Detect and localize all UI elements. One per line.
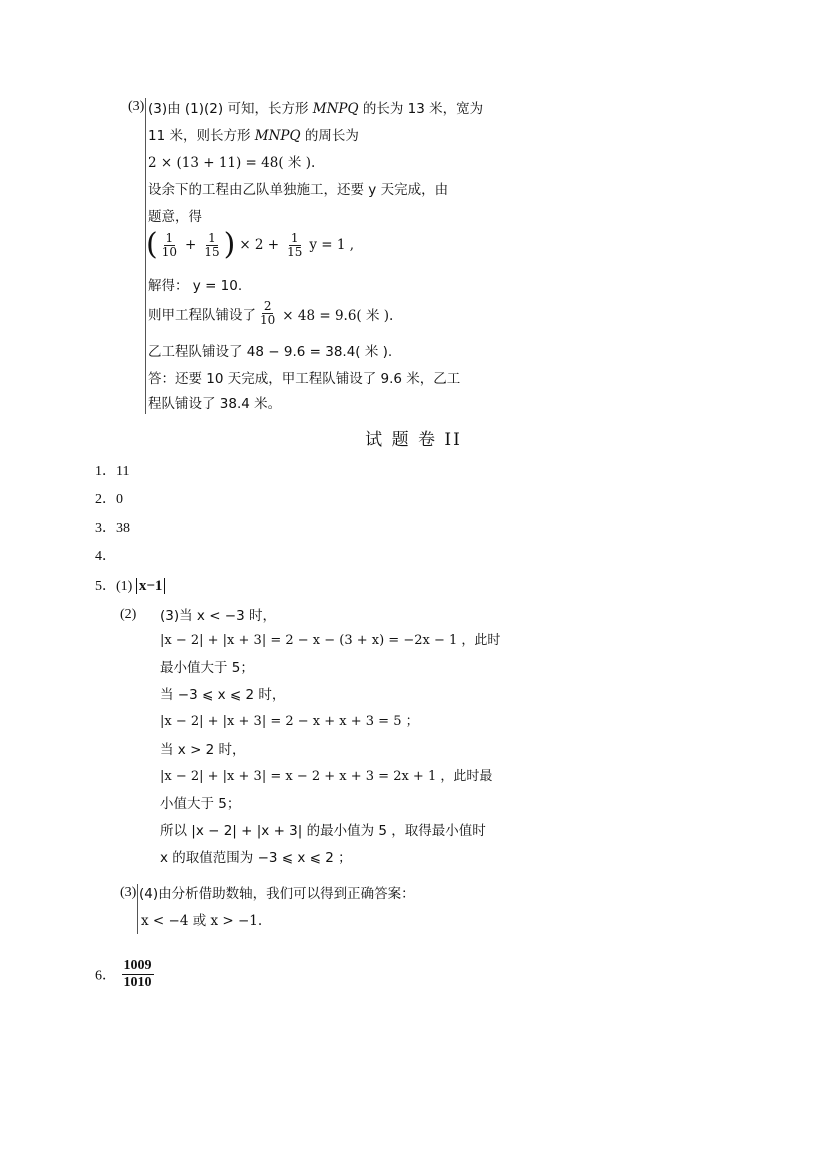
part3-label: (3): [128, 99, 145, 114]
solution-line-11: 程队铺设了 38.4 米。: [148, 396, 282, 412]
solution-line-9: 乙工程队铺设了 48 − 9.6 = 38.4( 米 ).: [148, 344, 393, 360]
q5-header: 5．(1) x−1: [95, 575, 165, 595]
q5-part3-label: (3): [120, 885, 137, 900]
fraction: $\frac{1}{15}$: [204, 230, 220, 259]
abs-value-answer: x−1: [136, 578, 166, 594]
fraction: $\frac{1}{10}$: [161, 230, 177, 259]
p2-line-10: x 的取值范围为 −3 ⩽ x ⩽ 2 ；: [160, 850, 352, 866]
solution-line-5: 题意，得: [148, 209, 202, 225]
p2-line-9: 所以 |x − 2| + |x + 3| 的最小值为 5 ，取得最小值时: [160, 823, 486, 839]
p2-line-7: |x − 2| + |x + 3| = x − 2 + x + 3 = 2x + 1 ，此时最: [160, 769, 493, 784]
p2-line-2: |x − 2| + |x + 3| = 2 − x − (3 + x) = −2x − 1 ，此时: [160, 633, 501, 648]
p3-line-2: x < −4 或 x > −1.: [141, 913, 263, 929]
p2-line-5: |x − 2| + |x + 3| = 2 − x + x + 3 = 5 ；: [160, 714, 419, 729]
solution-line-10: 答：还要 10 天完成，甲工程队铺设了 9.6 米，乙工: [148, 371, 461, 387]
answer-item-1: 1．11: [95, 464, 130, 479]
answer-item-2: 2．0: [95, 492, 123, 507]
q5-part2-label: (2): [120, 607, 137, 622]
solution-line-8: 则甲工程队铺设了 $\frac{2}{10}$ × 48 = 9.6( 米 ).: [148, 299, 394, 327]
solution-line-3: 2 × (13 + 11) = 48( 米 ).: [148, 155, 316, 171]
q6-answer: 6． $\frac{1009}{1010}$: [95, 958, 152, 990]
section-title: 试 题 卷 II: [365, 430, 462, 450]
solution-line-1: (3)由 (1)(2) 可知，长方形 MNPQ 的长为 13 米，宽为: [148, 101, 484, 117]
equation-line: ( $\frac{1}{10}$ + $\frac{1}{15}$ ) × 2 + $\frac{1}{15}$ y = 1 ,: [146, 227, 355, 262]
solution-line-4: 设余下的工程由乙队单独施工，还要 y 天完成，由: [148, 182, 449, 198]
solution-line-7: 解得： y = 10.: [148, 278, 243, 294]
p2-line-6: 当 x > 2 时，: [160, 742, 246, 758]
answer-item-4: 4．: [95, 549, 116, 564]
p2-line-4: 当 −3 ⩽ x ⩽ 2 时，: [160, 687, 286, 703]
p2-line-3: 最小值大于 5；: [160, 660, 254, 676]
solution-line-2: 11 米，则长方形 MNPQ 的周长为: [148, 128, 359, 144]
fraction-answer: $\frac{1009}{1010}$: [123, 958, 152, 990]
fraction: $\frac{1}{15}$: [287, 230, 303, 259]
answer-item-3: 3．38: [95, 521, 130, 536]
fraction: $\frac{2}{10}$: [260, 299, 276, 327]
p3-line-1: (4)由分析借助数轴，我们可以得到正确答案：: [139, 886, 415, 902]
p2-line-8: 小值大于 5；: [160, 796, 241, 812]
left-rule: [137, 884, 138, 934]
p2-line-1: (3)当 x < −3 时，: [160, 608, 276, 624]
